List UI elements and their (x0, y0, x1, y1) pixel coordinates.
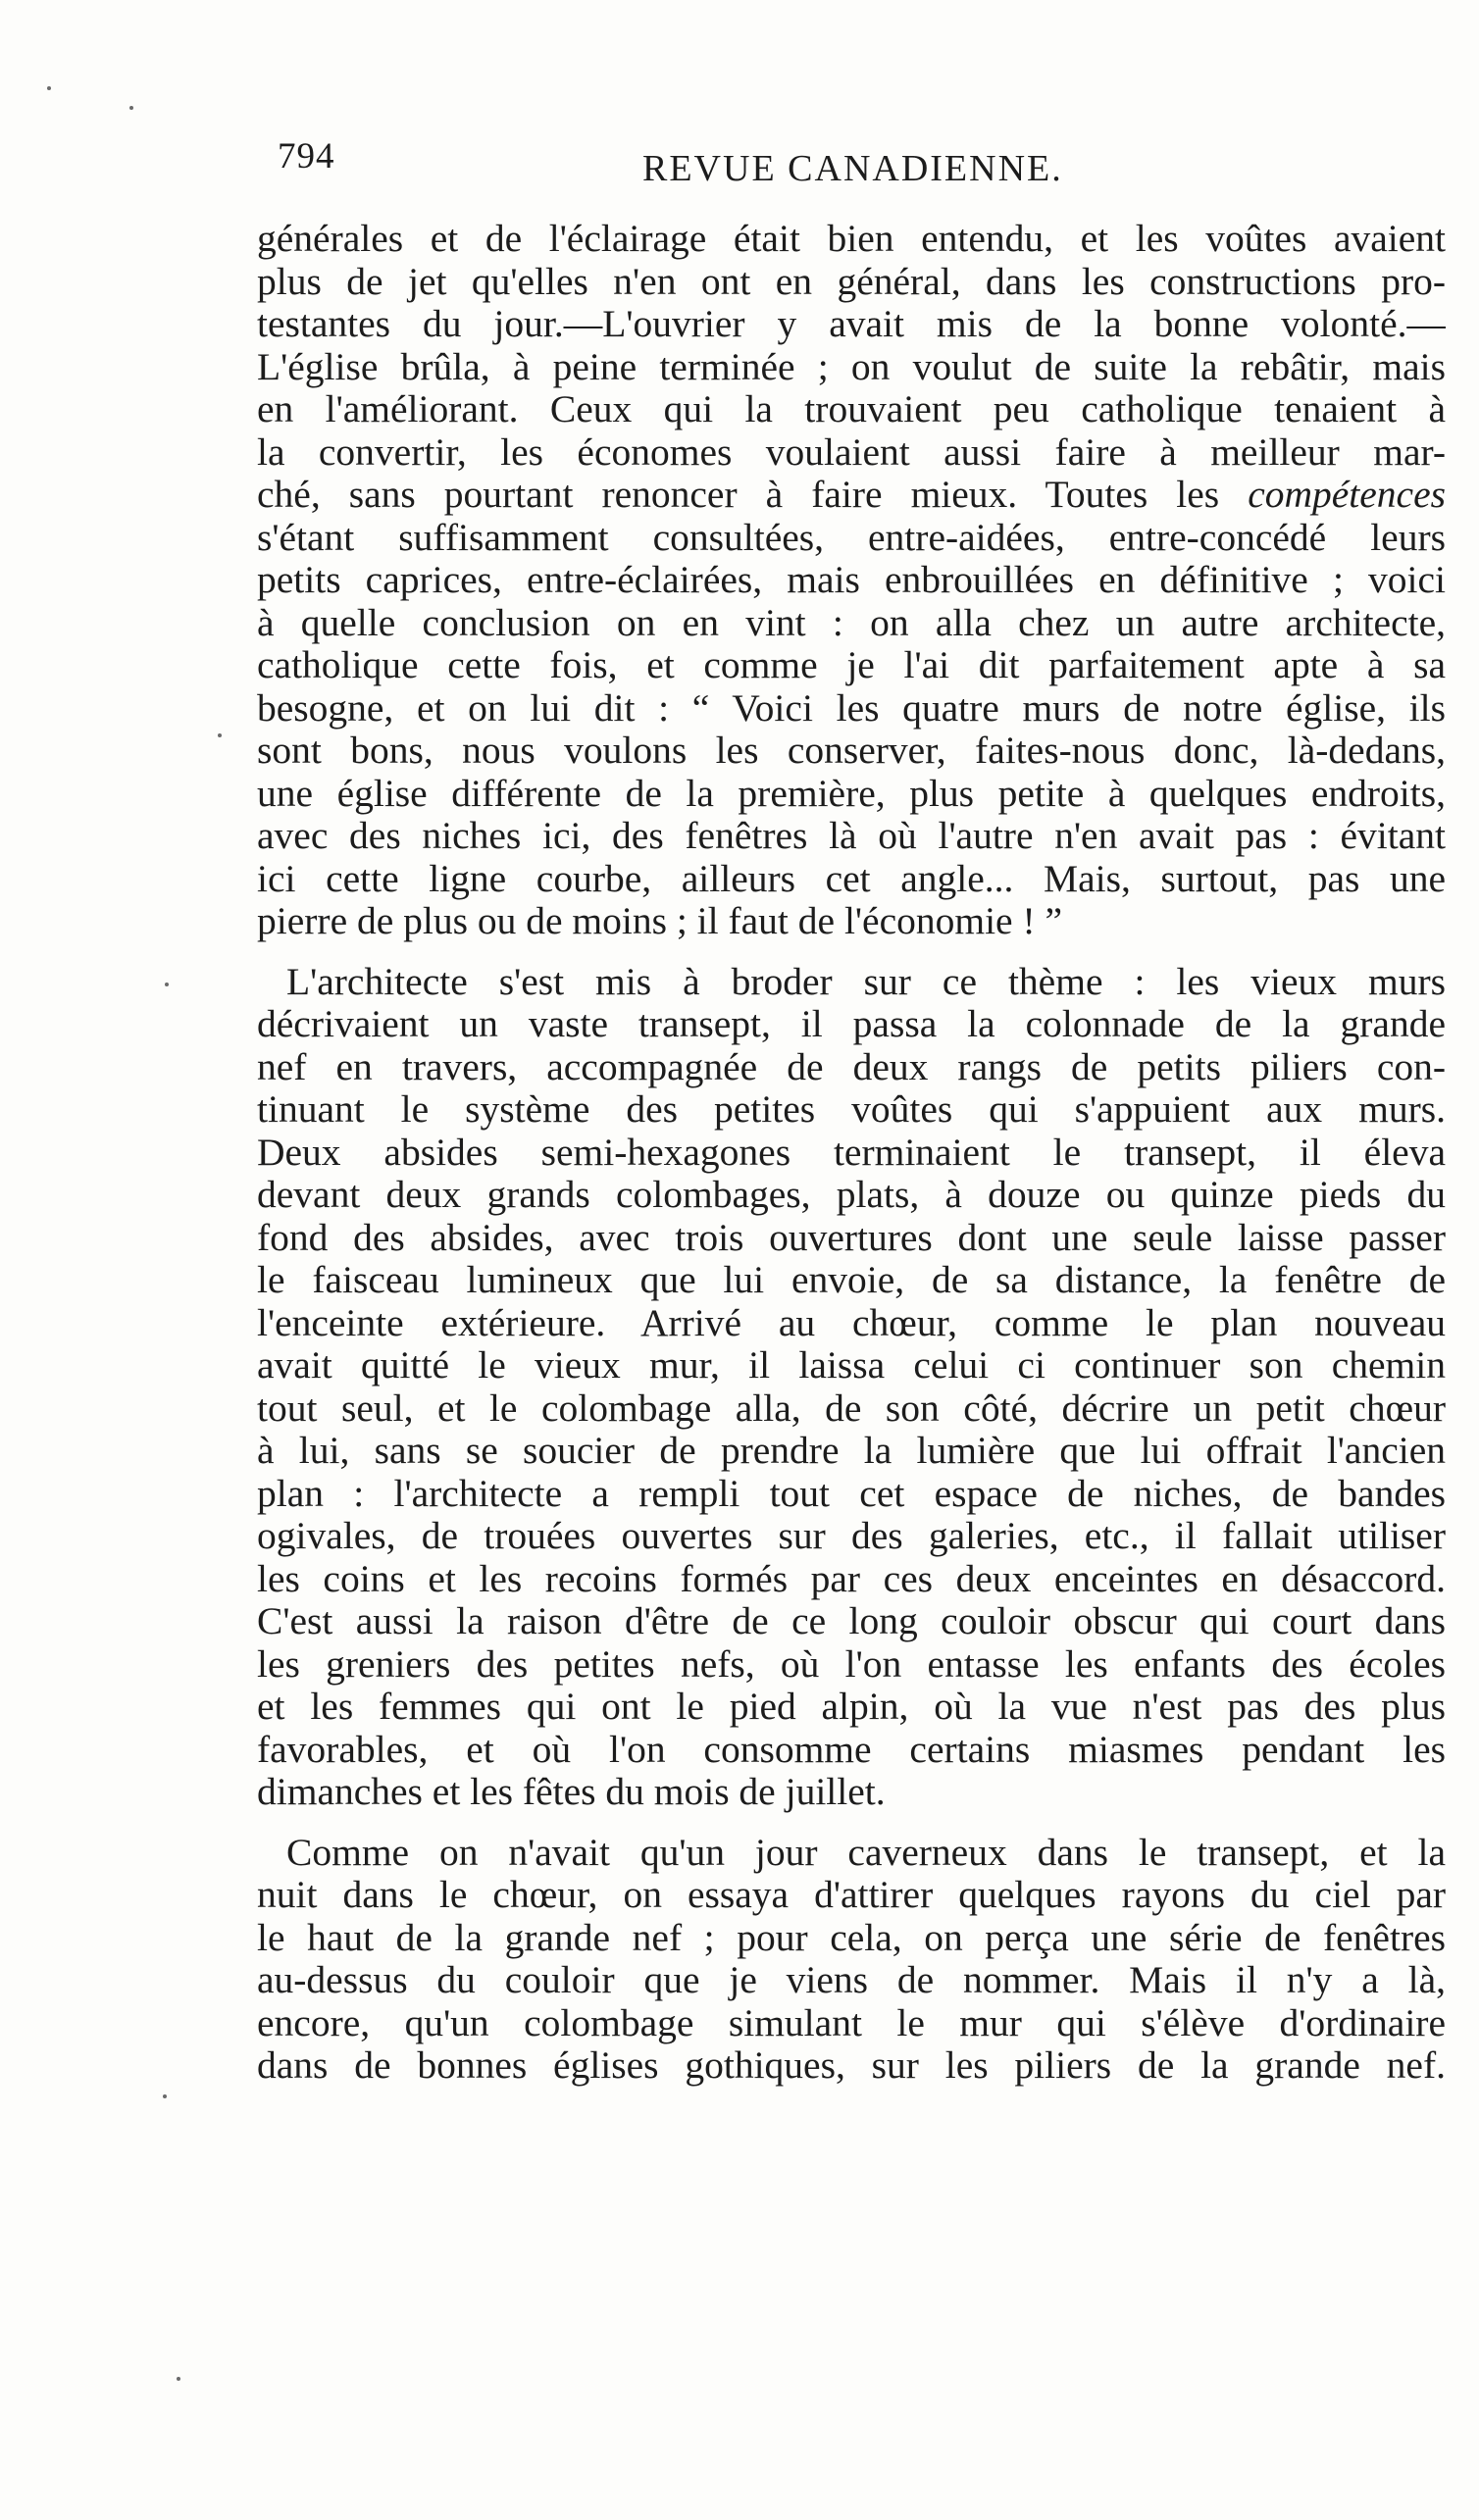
text-line: catholique cette fois, et comme je l'ai dit parfaitement apte à sa (257, 644, 1446, 686)
paragraph-1 (257, 218, 1446, 943)
text-line: générales et de l'éclairage était bien entendu, et les voûtes avaient (257, 218, 1446, 260)
running-title: REVUE CANADIENNE. (642, 148, 1063, 189)
scan-speck (165, 983, 169, 986)
paragraph-3 (257, 1832, 1446, 2088)
text-line: L'église brûla, à peine terminée ; on voulut de suite la rebâtir, mais (257, 345, 1446, 388)
text-line: tout seul, et le colombage alla, de son côté, décrire un petit chœur (257, 1386, 1446, 1430)
text-line: à quelle conclusion on en vint : on alla chez un autre architecte, (257, 601, 1446, 644)
paragraph-spacing (257, 943, 1446, 961)
text-line: en l'améliorant. Ceux qui la trouvaient peu catholique tenaient à (257, 388, 1446, 430)
page-header (270, 135, 1447, 194)
text-line: une église différente de la première, plus petite à quelques endroits, (257, 772, 1446, 815)
text-line: le haut de la grande nef ; pour cela, on perça une série de fenêtres (257, 1916, 1446, 1959)
text-line: au-dessus du couloir que je viens de nommer. Mais il n'y a là, (257, 1959, 1446, 2001)
text-line: dans de bonnes églises gothiques, sur les piliers de la grande nef. (257, 2044, 1446, 2087)
text-line: l'enceinte extérieure. Arrivé au chœur, comme le plan nouveau (257, 1301, 1446, 1344)
text-line: la convertir, les économes voulaient aussi faire à meilleur mar- (257, 430, 1446, 474)
scan-speck (218, 733, 222, 737)
text-line: C'est aussi la raison d'être de ce long couloir obscur qui court dans (257, 1600, 1446, 1642)
text-line: testantes du jour.—L'ouvrier y avait mis de la bonne volonté.— (257, 303, 1446, 345)
emphasized-word: compétences (1248, 474, 1446, 516)
scan-speck (47, 86, 51, 90)
text-line: besogne, et on lui dit : “ Voici les quatre murs de notre église, ils (257, 686, 1446, 730)
text-line: Comme on n'avait qu'un jour caverneux dans le transept, et la (286, 1831, 1446, 1874)
text-line: le faisceau lumineux que lui envoie, de sa distance, la fenêtre de (257, 1259, 1446, 1301)
text-line: les greniers des petites nefs, où l'on entasse les enfants des écoles (257, 1642, 1446, 1686)
body-text (257, 218, 1446, 2088)
scan-speck (129, 106, 133, 110)
text-line: ogivales, de trouées ouvertes sur des galeries, etc., il fallait utiliser (257, 1515, 1446, 1557)
text-line: Deux absides semi-hexagones terminaient le transept, il éleva (257, 1131, 1446, 1174)
text-line: et les femmes qui ont le pied alpin, où la vue n'est pas des plus (257, 1686, 1446, 1728)
text-line: fond des absides, avec trois ouvertures dont une seule laisse passer (257, 1216, 1446, 1259)
paragraph-spacing (257, 1814, 1446, 1832)
text-line: les coins et les recoins formés par ces deux enceintes en désaccord. (257, 1557, 1446, 1600)
text-line: plan : l'architecte a rempli tout cet espace de niches, de bandes (257, 1472, 1446, 1515)
text-line: petits caprices, entre-éclairées, mais enbrouillées en définitive ; voici (257, 559, 1446, 601)
paragraph-2 (257, 961, 1446, 1814)
text-line: nuit dans le chœur, on essaya d'attirer quelques rayons du ciel par (257, 1874, 1446, 1916)
text-line: pierre de plus ou de moins ; il faut de l'économie ! ” (257, 900, 1063, 942)
page-number: 794 (278, 136, 335, 176)
text-line: à lui, sans se soucier de prendre la lumière que lui offrait l'ancien (257, 1430, 1446, 1472)
text-line: L'architecte s'est mis à broder sur ce thème : les vieux murs (286, 960, 1446, 1003)
text-line: favorables, et où l'on consomme certains miasmes pendant les (257, 1728, 1446, 1771)
text-line: ici cette ligne courbe, ailleurs cet angle... Mais, surtout, pas une (257, 857, 1446, 900)
scan-speck (163, 2094, 167, 2098)
text-line: plus de jet qu'elles n'en ont en général, dans les constructions pro- (257, 260, 1446, 303)
text-line: devant deux grands colombages, plats, à douze ou quinze pieds du (257, 1174, 1446, 1216)
text-line: avec des niches ici, des fenêtres là où l'autre n'en avait pas : évitant (257, 815, 1446, 857)
text-line: ché, sans pourtant renoncer à faire mieux. Toutes les compétences (257, 474, 1446, 516)
text-line: décrivaient un vaste transept, il passa la colonnade de la grande (257, 1003, 1446, 1045)
text-line: nef en travers, accompagnée de deux rangs de petits piliers con- (257, 1045, 1446, 1088)
text-line: s'étant suffisamment consultées, entre-aidées, entre-concédé leurs (257, 516, 1446, 559)
text-line: sont bons, nous voulons les conserver, faites-nous donc, là-dedans, (257, 730, 1446, 772)
text-line: avait quitté le vieux mur, il laissa celui ci continuer son chemin (257, 1344, 1446, 1386)
text-line: dimanches et les fêtes du mois de juillet. (257, 1771, 886, 1813)
scan-speck (177, 2377, 180, 2381)
text-line: encore, qu'un colombage simulant le mur qui s'élève d'ordinaire (257, 2001, 1446, 2044)
text-line: tinuant le système des petites voûtes qui s'appuient aux murs. (257, 1088, 1446, 1131)
